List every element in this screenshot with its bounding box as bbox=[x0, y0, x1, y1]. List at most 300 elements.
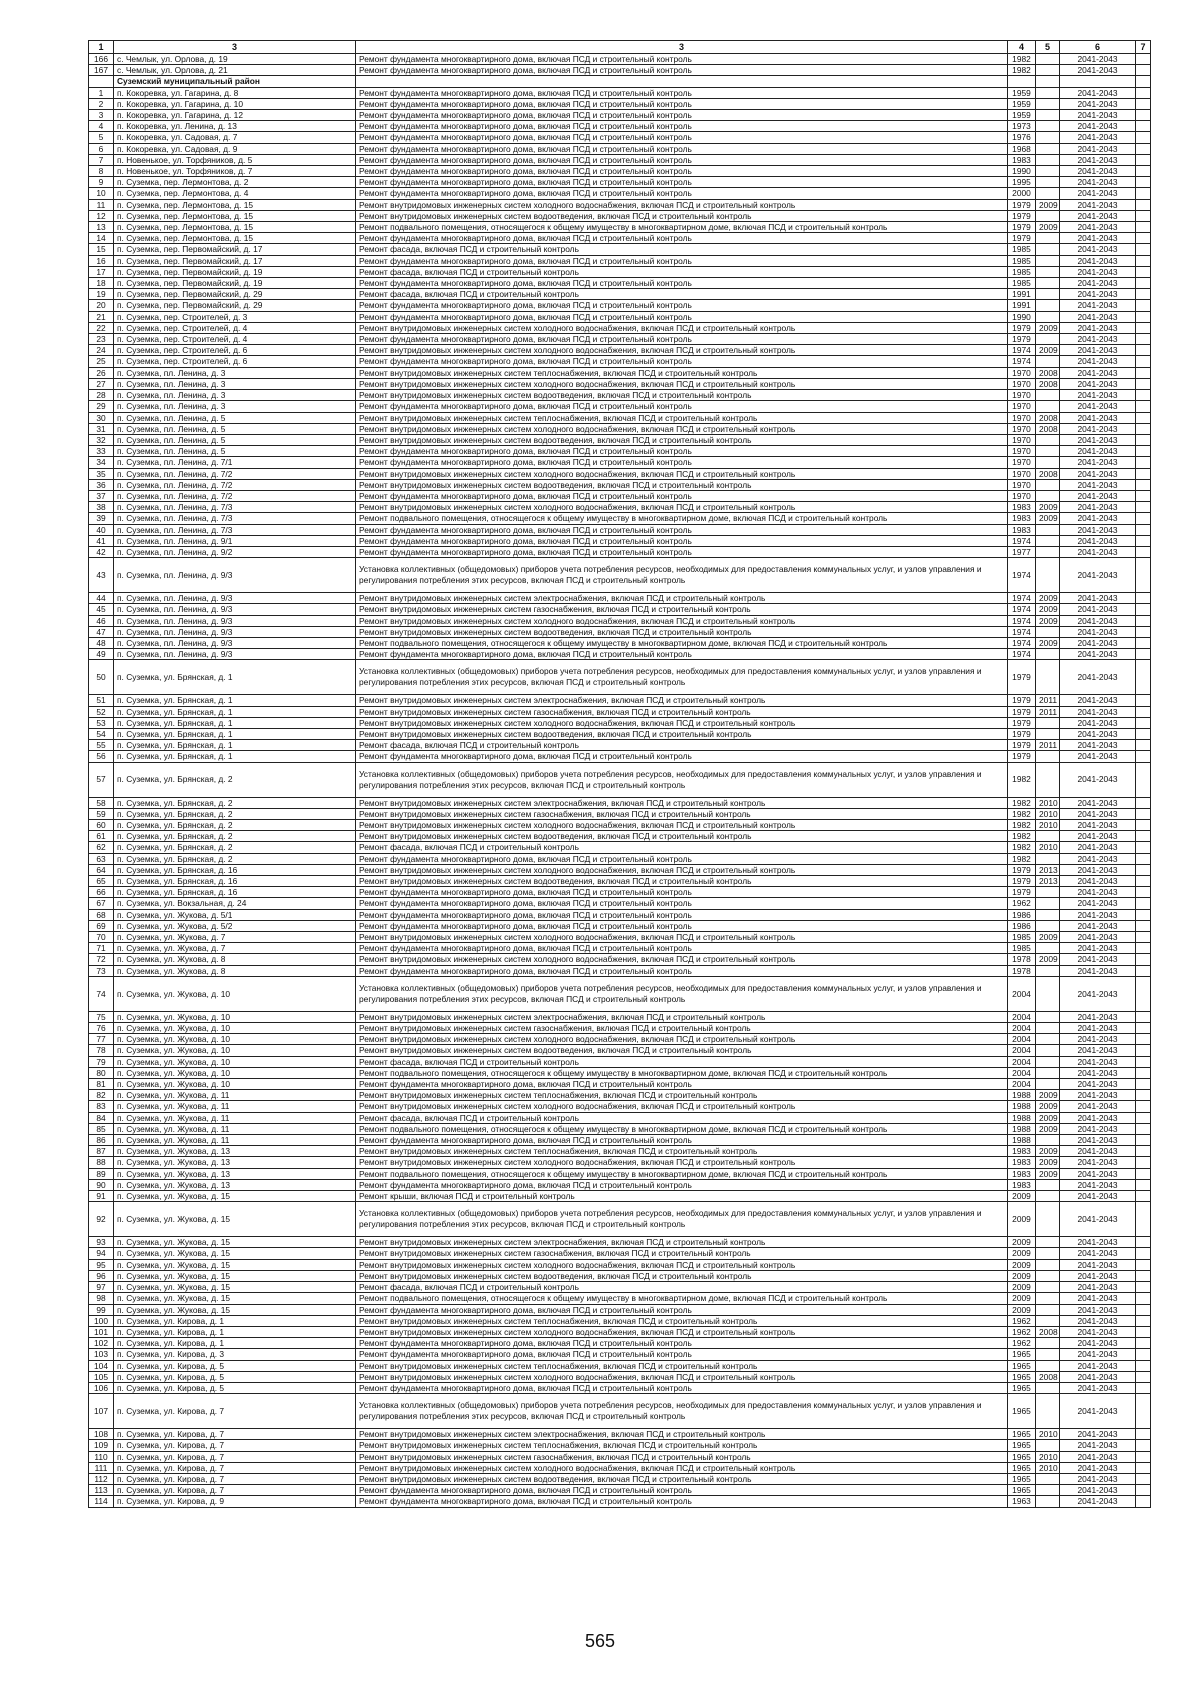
address-cell: п. Суземка, пер. Строителей, д. 4 bbox=[114, 334, 356, 345]
address-cell: п. Суземка, ул. Жукова, д. 10 bbox=[114, 1045, 356, 1056]
work-type-cell: Ремонт внутридомовых инженерных систем газоснабжения, включая ПСД и строительный контроль bbox=[356, 1023, 1008, 1034]
work-type-cell: Ремонт внутридомовых инженерных систем теплоснабжения, включая ПСД и строительный контроль bbox=[356, 1090, 1008, 1101]
commission-year-cell: 1979 bbox=[1008, 876, 1036, 887]
empty-cell bbox=[1136, 1045, 1151, 1056]
commission-year-cell: 2009 bbox=[1008, 1270, 1036, 1281]
work-type-cell: Ремонт фасада, включая ПСД и строительный контроль bbox=[356, 244, 1008, 255]
work-type-cell: Ремонт внутридомовых инженерных систем теплоснабжения, включая ПСД и строительный контроль bbox=[356, 1146, 1008, 1157]
commission-year-cell: 2004 bbox=[1008, 1023, 1036, 1034]
last-repair-year-cell bbox=[1036, 278, 1060, 289]
planned-period-cell: 2041-2043 bbox=[1060, 1248, 1136, 1259]
number-cell: 27 bbox=[89, 378, 114, 389]
planned-period-cell: 2041-2043 bbox=[1060, 1179, 1136, 1190]
planned-period-cell: 2041-2043 bbox=[1060, 390, 1136, 401]
number-cell: 74 bbox=[89, 976, 114, 1011]
work-type-cell: Ремонт фундамента многоквартирного дома, включая ПСД и строительный контроль bbox=[356, 401, 1008, 412]
table-row bbox=[89, 1282, 1151, 1293]
commission-year-cell: 2004 bbox=[1008, 1079, 1036, 1090]
number-cell: 63 bbox=[89, 853, 114, 864]
table-row bbox=[89, 535, 1151, 546]
work-type-cell: Ремонт внутридомовых инженерных систем холодного водоснабжения, включая ПСД и строительный контроль bbox=[356, 819, 1008, 830]
address-cell: п. Суземка, пл. Ленина, д. 7/3 bbox=[114, 502, 356, 513]
table-row bbox=[89, 1090, 1151, 1101]
table-row bbox=[89, 524, 1151, 535]
address-cell: п. Суземка, ул. Кирова, д. 1 bbox=[114, 1338, 356, 1349]
planned-period-cell: 2041-2043 bbox=[1060, 1090, 1136, 1101]
commission-year-cell: 2009 bbox=[1008, 1259, 1036, 1270]
commission-year-cell: 1985 bbox=[1008, 266, 1036, 277]
number-cell: 84 bbox=[89, 1112, 114, 1123]
last-repair-year-cell bbox=[1036, 311, 1060, 322]
empty-cell bbox=[1136, 717, 1151, 728]
address-cell: п. Суземка, пер. Строителей, д. 6 bbox=[114, 356, 356, 367]
planned-period-cell: 2041-2043 bbox=[1060, 345, 1136, 356]
table-row bbox=[89, 1338, 1151, 1349]
last-repair-year-cell: 2011 bbox=[1036, 706, 1060, 717]
last-repair-year-cell bbox=[1036, 233, 1060, 244]
number-cell: 26 bbox=[89, 367, 114, 378]
commission-year-cell: 1979 bbox=[1008, 334, 1036, 345]
empty-cell bbox=[1136, 762, 1151, 797]
number-cell: 114 bbox=[89, 1496, 114, 1507]
empty-cell bbox=[1136, 322, 1151, 333]
address-cell: п. Суземка, ул. Жукова, д. 8 bbox=[114, 954, 356, 965]
number-cell: 23 bbox=[89, 334, 114, 345]
table-row bbox=[89, 1462, 1151, 1473]
work-type-cell: Ремонт фундамента многоквартирного дома, включая ПСД и строительный контроль bbox=[356, 920, 1008, 931]
planned-period-cell: 2041-2043 bbox=[1060, 1473, 1136, 1484]
table-row bbox=[89, 819, 1151, 830]
empty-cell bbox=[1136, 1360, 1151, 1371]
planned-period-cell: 2041-2043 bbox=[1060, 819, 1136, 830]
empty-cell bbox=[1136, 898, 1151, 909]
address-cell: п. Суземка, пер. Строителей, д. 3 bbox=[114, 311, 356, 322]
last-repair-year-cell: 2008 bbox=[1036, 412, 1060, 423]
empty-cell bbox=[1136, 1349, 1151, 1360]
last-repair-year-cell bbox=[1036, 1237, 1060, 1248]
empty-cell bbox=[1136, 558, 1151, 593]
work-type-cell: Ремонт внутридомовых инженерных систем холодного водоснабжения, включая ПСД и строительный контроль bbox=[356, 322, 1008, 333]
commission-year-cell: 1988 bbox=[1008, 1101, 1036, 1112]
commission-year-cell: 1986 bbox=[1008, 920, 1036, 931]
commission-year-cell: 1979 bbox=[1008, 887, 1036, 898]
commission-year-cell: 1968 bbox=[1008, 143, 1036, 154]
last-repair-year-cell bbox=[1036, 1338, 1060, 1349]
last-repair-year-cell: 2010 bbox=[1036, 842, 1060, 853]
work-type-cell: Ремонт внутридомовых инженерных систем холодного водоснабжения, включая ПСД и строительный контроль bbox=[356, 1157, 1008, 1168]
commission-year-cell: 1982 bbox=[1008, 797, 1036, 808]
table-row bbox=[89, 943, 1151, 954]
empty-cell bbox=[1136, 1304, 1151, 1315]
empty-cell bbox=[1136, 976, 1151, 1011]
number-cell: 65 bbox=[89, 876, 114, 887]
number-cell: 166 bbox=[89, 54, 114, 65]
address-cell: п. Суземка, ул. Брянская, д. 2 bbox=[114, 762, 356, 797]
commission-year-cell: 1959 bbox=[1008, 87, 1036, 98]
planned-period-cell: 2041-2043 bbox=[1060, 1349, 1136, 1360]
last-repair-year-cell bbox=[1036, 887, 1060, 898]
planned-period-cell: 2041-2043 bbox=[1060, 1191, 1136, 1202]
planned-period-cell: 2041-2043 bbox=[1060, 87, 1136, 98]
commission-year-cell: 2004 bbox=[1008, 976, 1036, 1011]
commission-year-cell: 1979 bbox=[1008, 740, 1036, 751]
empty-cell bbox=[1136, 255, 1151, 266]
empty-cell bbox=[1136, 1202, 1151, 1237]
table-row bbox=[89, 121, 1151, 132]
empty-cell bbox=[1136, 637, 1151, 648]
number-cell: 102 bbox=[89, 1338, 114, 1349]
number-cell bbox=[89, 76, 114, 87]
number-cell: 79 bbox=[89, 1056, 114, 1067]
number-cell: 101 bbox=[89, 1326, 114, 1337]
work-type-cell: Ремонт фундамента многоквартирного дома, включая ПСД и строительный контроль bbox=[356, 446, 1008, 457]
address-cell: п. Кокоревка, ул. Гагарина, д. 8 bbox=[114, 87, 356, 98]
work-type-cell: Ремонт фундамента многоквартирного дома, включая ПСД и строительный контроль bbox=[356, 1079, 1008, 1090]
number-cell: 92 bbox=[89, 1202, 114, 1237]
table-row bbox=[89, 199, 1151, 210]
work-type-cell: Ремонт фундамента многоквартирного дома, включая ПСД и строительный контроль bbox=[356, 87, 1008, 98]
table-row bbox=[89, 311, 1151, 322]
address-cell: п. Суземка, ул. Кирова, д. 1 bbox=[114, 1315, 356, 1326]
planned-period-cell: 2041-2043 bbox=[1060, 266, 1136, 277]
number-cell: 39 bbox=[89, 513, 114, 524]
number-cell: 64 bbox=[89, 864, 114, 875]
last-repair-year-cell bbox=[1036, 558, 1060, 593]
last-repair-year-cell bbox=[1036, 390, 1060, 401]
work-type-cell: Ремонт крыши, включая ПСД и строительный контроль bbox=[356, 1191, 1008, 1202]
number-cell: 80 bbox=[89, 1067, 114, 1078]
commission-year-cell: 1970 bbox=[1008, 401, 1036, 412]
empty-cell bbox=[1136, 154, 1151, 165]
last-repair-year-cell: 2010 bbox=[1036, 819, 1060, 830]
empty-cell bbox=[1136, 932, 1151, 943]
commission-year-cell: 1970 bbox=[1008, 423, 1036, 434]
last-repair-year-cell: 2009 bbox=[1036, 593, 1060, 604]
commission-year-cell: 2004 bbox=[1008, 1045, 1036, 1056]
work-type-cell: Ремонт фасада, включая ПСД и строительный контроль bbox=[356, 740, 1008, 751]
table-row bbox=[89, 1429, 1151, 1440]
empty-cell bbox=[1136, 1473, 1151, 1484]
planned-period-cell: 2041-2043 bbox=[1060, 1338, 1136, 1349]
last-repair-year-cell bbox=[1036, 490, 1060, 501]
commission-year-cell: 1979 bbox=[1008, 864, 1036, 875]
commission-year-cell: 1983 bbox=[1008, 1157, 1036, 1168]
number-cell: 112 bbox=[89, 1473, 114, 1484]
last-repair-year-cell: 2010 bbox=[1036, 1451, 1060, 1462]
planned-period-cell: 2041-2043 bbox=[1060, 1293, 1136, 1304]
table-row bbox=[89, 864, 1151, 875]
last-repair-year-cell bbox=[1036, 1496, 1060, 1507]
planned-period-cell: 2041-2043 bbox=[1060, 54, 1136, 65]
work-type-cell: Ремонт внутридомовых инженерных систем холодного водоснабжения, включая ПСД и строительный контроль bbox=[356, 1326, 1008, 1337]
number-cell: 36 bbox=[89, 479, 114, 490]
commission-year-cell: 1974 bbox=[1008, 604, 1036, 615]
table-row bbox=[89, 434, 1151, 445]
commission-year-cell: 1970 bbox=[1008, 457, 1036, 468]
number-cell: 12 bbox=[89, 210, 114, 221]
work-type-cell: Ремонт внутридомовых инженерных систем водоотведения, включая ПСД и строительный контроль bbox=[356, 434, 1008, 445]
address-cell: п. Суземка, ул. Жукова, д. 11 bbox=[114, 1123, 356, 1134]
table-row bbox=[89, 289, 1151, 300]
last-repair-year-cell: 2013 bbox=[1036, 876, 1060, 887]
document-page bbox=[88, 40, 1150, 1508]
commission-year-cell: 1965 bbox=[1008, 1440, 1036, 1451]
planned-period-cell: 2041-2043 bbox=[1060, 660, 1136, 695]
work-type-cell: Ремонт внутридомовых инженерных систем холодного водоснабжения, включая ПСД и строительный контроль bbox=[356, 954, 1008, 965]
planned-period-cell: 2041-2043 bbox=[1060, 412, 1136, 423]
number-cell: 9 bbox=[89, 177, 114, 188]
number-cell: 76 bbox=[89, 1023, 114, 1034]
address-cell: п. Суземка, ул. Жукова, д. 5/2 bbox=[114, 920, 356, 931]
work-type-cell: Ремонт внутридомовых инженерных систем теплоснабжения, включая ПСД и строительный контроль bbox=[356, 1360, 1008, 1371]
commission-year-cell: 1974 bbox=[1008, 649, 1036, 660]
commission-year-cell: 1988 bbox=[1008, 1123, 1036, 1134]
empty-cell bbox=[1136, 278, 1151, 289]
number-cell: 91 bbox=[89, 1191, 114, 1202]
work-type-cell: Ремонт внутридомовых инженерных систем теплоснабжения, включая ПСД и строительный контроль bbox=[356, 367, 1008, 378]
address-cell: п. Суземка, ул. Жукова, д. 10 bbox=[114, 1056, 356, 1067]
commission-year-cell: 1965 bbox=[1008, 1451, 1036, 1462]
table-row bbox=[89, 468, 1151, 479]
number-cell: 83 bbox=[89, 1101, 114, 1112]
work-type-cell: Ремонт фундамента многоквартирного дома, включая ПСД и строительный контроль bbox=[356, 535, 1008, 546]
empty-cell bbox=[1136, 300, 1151, 311]
last-repair-year-cell bbox=[1036, 626, 1060, 637]
planned-period-cell: 2041-2043 bbox=[1060, 1429, 1136, 1440]
work-type-cell: Установка коллективных (общедомовых) приборов учета потребления ресурсов, необходимых для предоставления коммунальных услуг, и узлов управления и регулирования потребления этих ресурсов, включая ПСД и строительный контроль bbox=[356, 558, 1008, 593]
planned-period-cell: 2041-2043 bbox=[1060, 535, 1136, 546]
planned-period-cell: 2041-2043 bbox=[1060, 932, 1136, 943]
planned-period-cell: 2041-2043 bbox=[1060, 1237, 1136, 1248]
header-cell: 3 bbox=[114, 41, 356, 54]
work-type-cell: Ремонт подвального помещения, относящегося к общему имуществу в многоквартирном доме, включая ПСД и строительный контроль bbox=[356, 637, 1008, 648]
last-repair-year-cell bbox=[1036, 210, 1060, 221]
empty-cell bbox=[1136, 740, 1151, 751]
last-repair-year-cell bbox=[1036, 1079, 1060, 1090]
planned-period-cell: 2041-2043 bbox=[1060, 1496, 1136, 1507]
empty-cell bbox=[1136, 490, 1151, 501]
work-type-cell: Ремонт фундамента многоквартирного дома, включая ПСД и строительный контроль bbox=[356, 887, 1008, 898]
address-cell: п. Суземка, ул. Брянская, д. 2 bbox=[114, 853, 356, 864]
last-repair-year-cell bbox=[1036, 1473, 1060, 1484]
empty-cell bbox=[1136, 1168, 1151, 1179]
commission-year-cell: 1983 bbox=[1008, 502, 1036, 513]
planned-period-cell: 2041-2043 bbox=[1060, 311, 1136, 322]
table-row bbox=[89, 660, 1151, 695]
section-title: Суземский муниципальный район bbox=[114, 76, 356, 87]
address-cell: п. Суземка, ул. Кирова, д. 1 bbox=[114, 1326, 356, 1337]
work-type-cell: Ремонт внутридомовых инженерных систем холодного водоснабжения, включая ПСД и строительный контроль bbox=[356, 932, 1008, 943]
work-type-cell: Ремонт фундамента многоквартирного дома, включая ПСД и строительный контроль bbox=[356, 177, 1008, 188]
table-row bbox=[89, 1101, 1151, 1112]
empty-cell bbox=[1136, 98, 1151, 109]
last-repair-year-cell bbox=[1036, 1135, 1060, 1146]
planned-period-cell: 2041-2043 bbox=[1060, 1011, 1136, 1022]
work-type-cell: Ремонт внутридомовых инженерных систем водоотведения, включая ПСД и строительный контроль bbox=[356, 831, 1008, 842]
address-cell: п. Суземка, пл. Ленина, д. 9/3 bbox=[114, 615, 356, 626]
last-repair-year-cell: 2009 bbox=[1036, 604, 1060, 615]
address-cell: п. Суземка, пл. Ленина, д. 5 bbox=[114, 446, 356, 457]
empty-cell bbox=[1136, 244, 1151, 255]
number-cell: 38 bbox=[89, 502, 114, 513]
empty-cell bbox=[1136, 649, 1151, 660]
number-cell: 49 bbox=[89, 649, 114, 660]
number-cell: 52 bbox=[89, 706, 114, 717]
work-type-cell: Ремонт фундамента многоквартирного дома, включая ПСД и строительный контроль bbox=[356, 1382, 1008, 1393]
address-cell: п. Кокоревка, ул. Гагарина, д. 12 bbox=[114, 110, 356, 121]
last-repair-year-cell: 2009 bbox=[1036, 322, 1060, 333]
empty-cell bbox=[1136, 76, 1151, 87]
work-type-cell: Ремонт фасада, включая ПСД и строительный контроль bbox=[356, 1112, 1008, 1123]
empty-cell bbox=[1136, 1270, 1151, 1281]
commission-year-cell: 2009 bbox=[1008, 1202, 1036, 1237]
commission-year-cell: 1982 bbox=[1008, 54, 1036, 65]
last-repair-year-cell: 2008 bbox=[1036, 367, 1060, 378]
number-cell: 51 bbox=[89, 695, 114, 706]
empty-cell bbox=[1136, 446, 1151, 457]
last-repair-year-cell bbox=[1036, 1485, 1060, 1496]
table-row bbox=[89, 255, 1151, 266]
last-repair-year-cell bbox=[1036, 717, 1060, 728]
table-row bbox=[89, 626, 1151, 637]
address-cell: п. Суземка, ул. Брянская, д. 16 bbox=[114, 864, 356, 875]
planned-period-cell: 2041-2043 bbox=[1060, 1123, 1136, 1134]
empty-cell bbox=[1136, 1090, 1151, 1101]
address-cell: п. Суземка, ул. Жукова, д. 10 bbox=[114, 1023, 356, 1034]
table-row bbox=[89, 446, 1151, 457]
empty-cell bbox=[1136, 356, 1151, 367]
empty-cell bbox=[1136, 943, 1151, 954]
empty-cell bbox=[1136, 1259, 1151, 1270]
empty-cell bbox=[1136, 87, 1151, 98]
commission-year-cell: 1982 bbox=[1008, 853, 1036, 864]
work-type-cell: Ремонт внутридомовых инженерных систем холодного водоснабжения, включая ПСД и строительный контроль bbox=[356, 1462, 1008, 1473]
empty-cell bbox=[1136, 1462, 1151, 1473]
table-row bbox=[89, 233, 1151, 244]
number-cell: 10 bbox=[89, 188, 114, 199]
empty-cell bbox=[1136, 401, 1151, 412]
number-cell: 75 bbox=[89, 1011, 114, 1022]
planned-period-cell: 2041-2043 bbox=[1060, 244, 1136, 255]
table-row bbox=[89, 1112, 1151, 1123]
empty-cell bbox=[1136, 706, 1151, 717]
last-repair-year-cell bbox=[1036, 1259, 1060, 1270]
address-cell: п. Суземка, ул. Жукова, д. 11 bbox=[114, 1090, 356, 1101]
work-type-cell: Ремонт фундамента многоквартирного дома, включая ПСД и строительный контроль bbox=[356, 1338, 1008, 1349]
last-repair-year-cell: 2009 bbox=[1036, 199, 1060, 210]
work-type-cell: Ремонт фундамента многоквартирного дома, включая ПСД и строительный контроль bbox=[356, 255, 1008, 266]
address-cell: п. Суземка, ул. Жукова, д. 15 bbox=[114, 1304, 356, 1315]
number-cell: 89 bbox=[89, 1168, 114, 1179]
commission-year-cell: 2009 bbox=[1008, 1248, 1036, 1259]
last-repair-year-cell bbox=[1036, 762, 1060, 797]
work-type-cell: Ремонт фундамента многоквартирного дома, включая ПСД и строительный контроль bbox=[356, 909, 1008, 920]
number-cell: 44 bbox=[89, 593, 114, 604]
work-type-cell: Ремонт внутридомовых инженерных систем холодного водоснабжения, включая ПСД и строительный контроль bbox=[356, 1034, 1008, 1045]
planned-period-cell: 2041-2043 bbox=[1060, 920, 1136, 931]
address-cell: п. Суземка, ул. Брянская, д. 1 bbox=[114, 706, 356, 717]
address-cell: п. Кокоревка, ул. Садовая, д. 9 bbox=[114, 143, 356, 154]
work-type-cell: Ремонт фундамента многоквартирного дома, включая ПСД и строительный контроль bbox=[356, 154, 1008, 165]
commission-year-cell: 1978 bbox=[1008, 954, 1036, 965]
address-cell: п. Суземка, пл. Ленина, д. 7/3 bbox=[114, 513, 356, 524]
address-cell: п. Суземка, ул. Жукова, д. 7 bbox=[114, 943, 356, 954]
number-cell: 40 bbox=[89, 524, 114, 535]
address-cell: п. Суземка, пл. Ленина, д. 7/2 bbox=[114, 468, 356, 479]
address-cell: п. Суземка, пл. Ленина, д. 9/3 bbox=[114, 649, 356, 660]
empty-cell bbox=[1136, 1394, 1151, 1429]
planned-period-cell: 2041-2043 bbox=[1060, 1270, 1136, 1281]
number-cell: 81 bbox=[89, 1079, 114, 1090]
last-repair-year-cell: 2009 bbox=[1036, 1101, 1060, 1112]
empty-cell bbox=[1136, 1056, 1151, 1067]
empty-cell bbox=[356, 76, 1008, 87]
work-type-cell: Ремонт внутридомовых инженерных систем холодного водоснабжения, включая ПСД и строительный контроль bbox=[356, 378, 1008, 389]
planned-period-cell: 2041-2043 bbox=[1060, 378, 1136, 389]
last-repair-year-cell bbox=[1036, 300, 1060, 311]
header-cell: 4 bbox=[1008, 41, 1036, 54]
last-repair-year-cell bbox=[1036, 728, 1060, 739]
commission-year-cell: 1976 bbox=[1008, 132, 1036, 143]
commission-year-cell: 1983 bbox=[1008, 1146, 1036, 1157]
commission-year-cell: 1965 bbox=[1008, 1473, 1036, 1484]
number-cell: 31 bbox=[89, 423, 114, 434]
address-cell: п. Суземка, пер. Первомайский, д. 17 bbox=[114, 255, 356, 266]
number-cell: 15 bbox=[89, 244, 114, 255]
address-cell: п. Суземка, пер. Лермонтова, д. 4 bbox=[114, 188, 356, 199]
planned-period-cell: 2041-2043 bbox=[1060, 898, 1136, 909]
planned-period-cell: 2041-2043 bbox=[1060, 121, 1136, 132]
number-cell: 54 bbox=[89, 728, 114, 739]
planned-period-cell: 2041-2043 bbox=[1060, 1462, 1136, 1473]
empty-cell bbox=[1136, 513, 1151, 524]
table-row bbox=[89, 266, 1151, 277]
table-row bbox=[89, 390, 1151, 401]
empty-cell bbox=[1136, 1485, 1151, 1496]
work-type-cell: Ремонт фундамента многоквартирного дома, включая ПСД и строительный контроль bbox=[356, 1179, 1008, 1190]
last-repair-year-cell bbox=[1036, 943, 1060, 954]
commission-year-cell: 1978 bbox=[1008, 965, 1036, 976]
planned-period-cell: 2041-2043 bbox=[1060, 943, 1136, 954]
number-cell: 45 bbox=[89, 604, 114, 615]
last-repair-year-cell: 2009 bbox=[1036, 1123, 1060, 1134]
empty-cell bbox=[1136, 132, 1151, 143]
address-cell: п. Суземка, ул. Жукова, д. 15 bbox=[114, 1202, 356, 1237]
planned-period-cell: 2041-2043 bbox=[1060, 887, 1136, 898]
number-cell: 56 bbox=[89, 751, 114, 762]
table-row bbox=[89, 1473, 1151, 1484]
commission-year-cell: 1970 bbox=[1008, 367, 1036, 378]
commission-year-cell: 1974 bbox=[1008, 637, 1036, 648]
table-row bbox=[89, 842, 1151, 853]
planned-period-cell: 2041-2043 bbox=[1060, 1282, 1136, 1293]
number-cell: 3 bbox=[89, 110, 114, 121]
last-repair-year-cell bbox=[1036, 546, 1060, 557]
table-row bbox=[89, 558, 1151, 593]
empty-cell bbox=[1136, 1101, 1151, 1112]
table-row bbox=[89, 1191, 1151, 1202]
commission-year-cell: 1991 bbox=[1008, 289, 1036, 300]
table-row bbox=[89, 1157, 1151, 1168]
address-cell: п. Суземка, пл. Ленина, д. 3 bbox=[114, 378, 356, 389]
number-cell: 55 bbox=[89, 740, 114, 751]
address-cell: п. Суземка, пл. Ленина, д. 9/3 bbox=[114, 558, 356, 593]
address-cell: п. Суземка, пл. Ленина, д. 7/2 bbox=[114, 479, 356, 490]
number-cell: 87 bbox=[89, 1146, 114, 1157]
commission-year-cell: 1963 bbox=[1008, 1496, 1036, 1507]
empty-cell bbox=[1036, 76, 1060, 87]
work-type-cell: Ремонт фундамента многоквартирного дома, включая ПСД и строительный контроль bbox=[356, 121, 1008, 132]
